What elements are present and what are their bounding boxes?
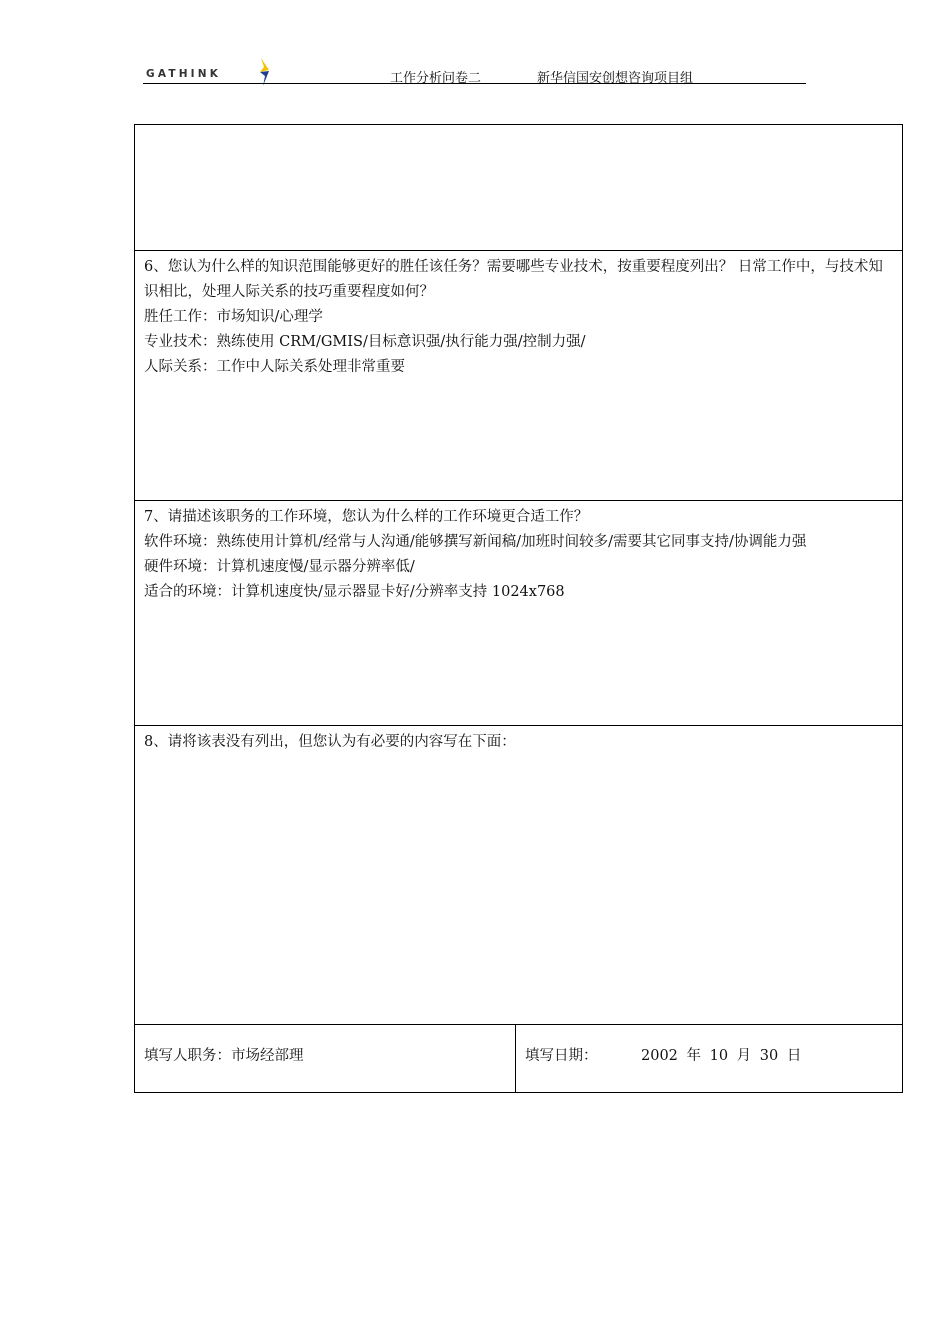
question-7-section [135,500,902,725]
question-7-text: 7、请描述该职务的工作环境，您认为什么样的工作环境更合适工作？ [144,509,589,525]
previous-answer-area [135,125,902,250]
form-footer [135,1024,902,1092]
position-label: 填写人职务：市场经部理 [144,1048,304,1064]
logo-text: GATHINK [146,68,222,80]
page-header [143,58,806,86]
date-label: 填写日期： [525,1048,598,1064]
questionnaire-form [134,124,903,1093]
gathink-logo-icon [255,58,271,86]
date-value: 2002 年 10 月 30 日 [641,1048,802,1064]
question-8-section [135,725,902,1025]
q6-answer-competence: 胜任工作：市场知识/心理学 [144,309,323,325]
document-title: 工作分析问卷二 [390,71,482,86]
question-6-text: 6、您认为什么样的知识范围能够更好的胜任该任务？需要哪些专业技术，按重要程度列出？ 日常工作中，与技术知识相比，处理人际关系的技巧重要程度如何？ [144,259,883,300]
organization-name: 新华信国安创想咨询项目组 [537,71,694,86]
q7-answer-hardware: 硬件环境：计算机速度慢/显示器分辨率低/ [144,559,415,575]
date-cell [516,1025,902,1093]
header-divider [143,83,806,84]
question-8-text: 8、请将该表没有列出，但您认为有必要的内容写在下面： [144,734,516,750]
q6-answer-interpersonal: 人际关系：工作中人际关系处理非常重要 [144,359,405,375]
position-cell [135,1025,516,1093]
q6-answer-skills: 专业技术：熟练使用 CRM/GMIS/目标意识强/执行能力强/控制力强/ [144,334,586,350]
q7-answer-software: 软件环境：熟练使用计算机/经常与人沟通/能够撰写新闻稿/加班时间较多/需要其它同事支持/协调能力强 [144,534,807,550]
question-6-section [135,250,902,500]
q7-answer-suitable: 适合的环境：计算机速度快/显示器显卡好/分辨率支持 1024x768 [144,584,565,600]
